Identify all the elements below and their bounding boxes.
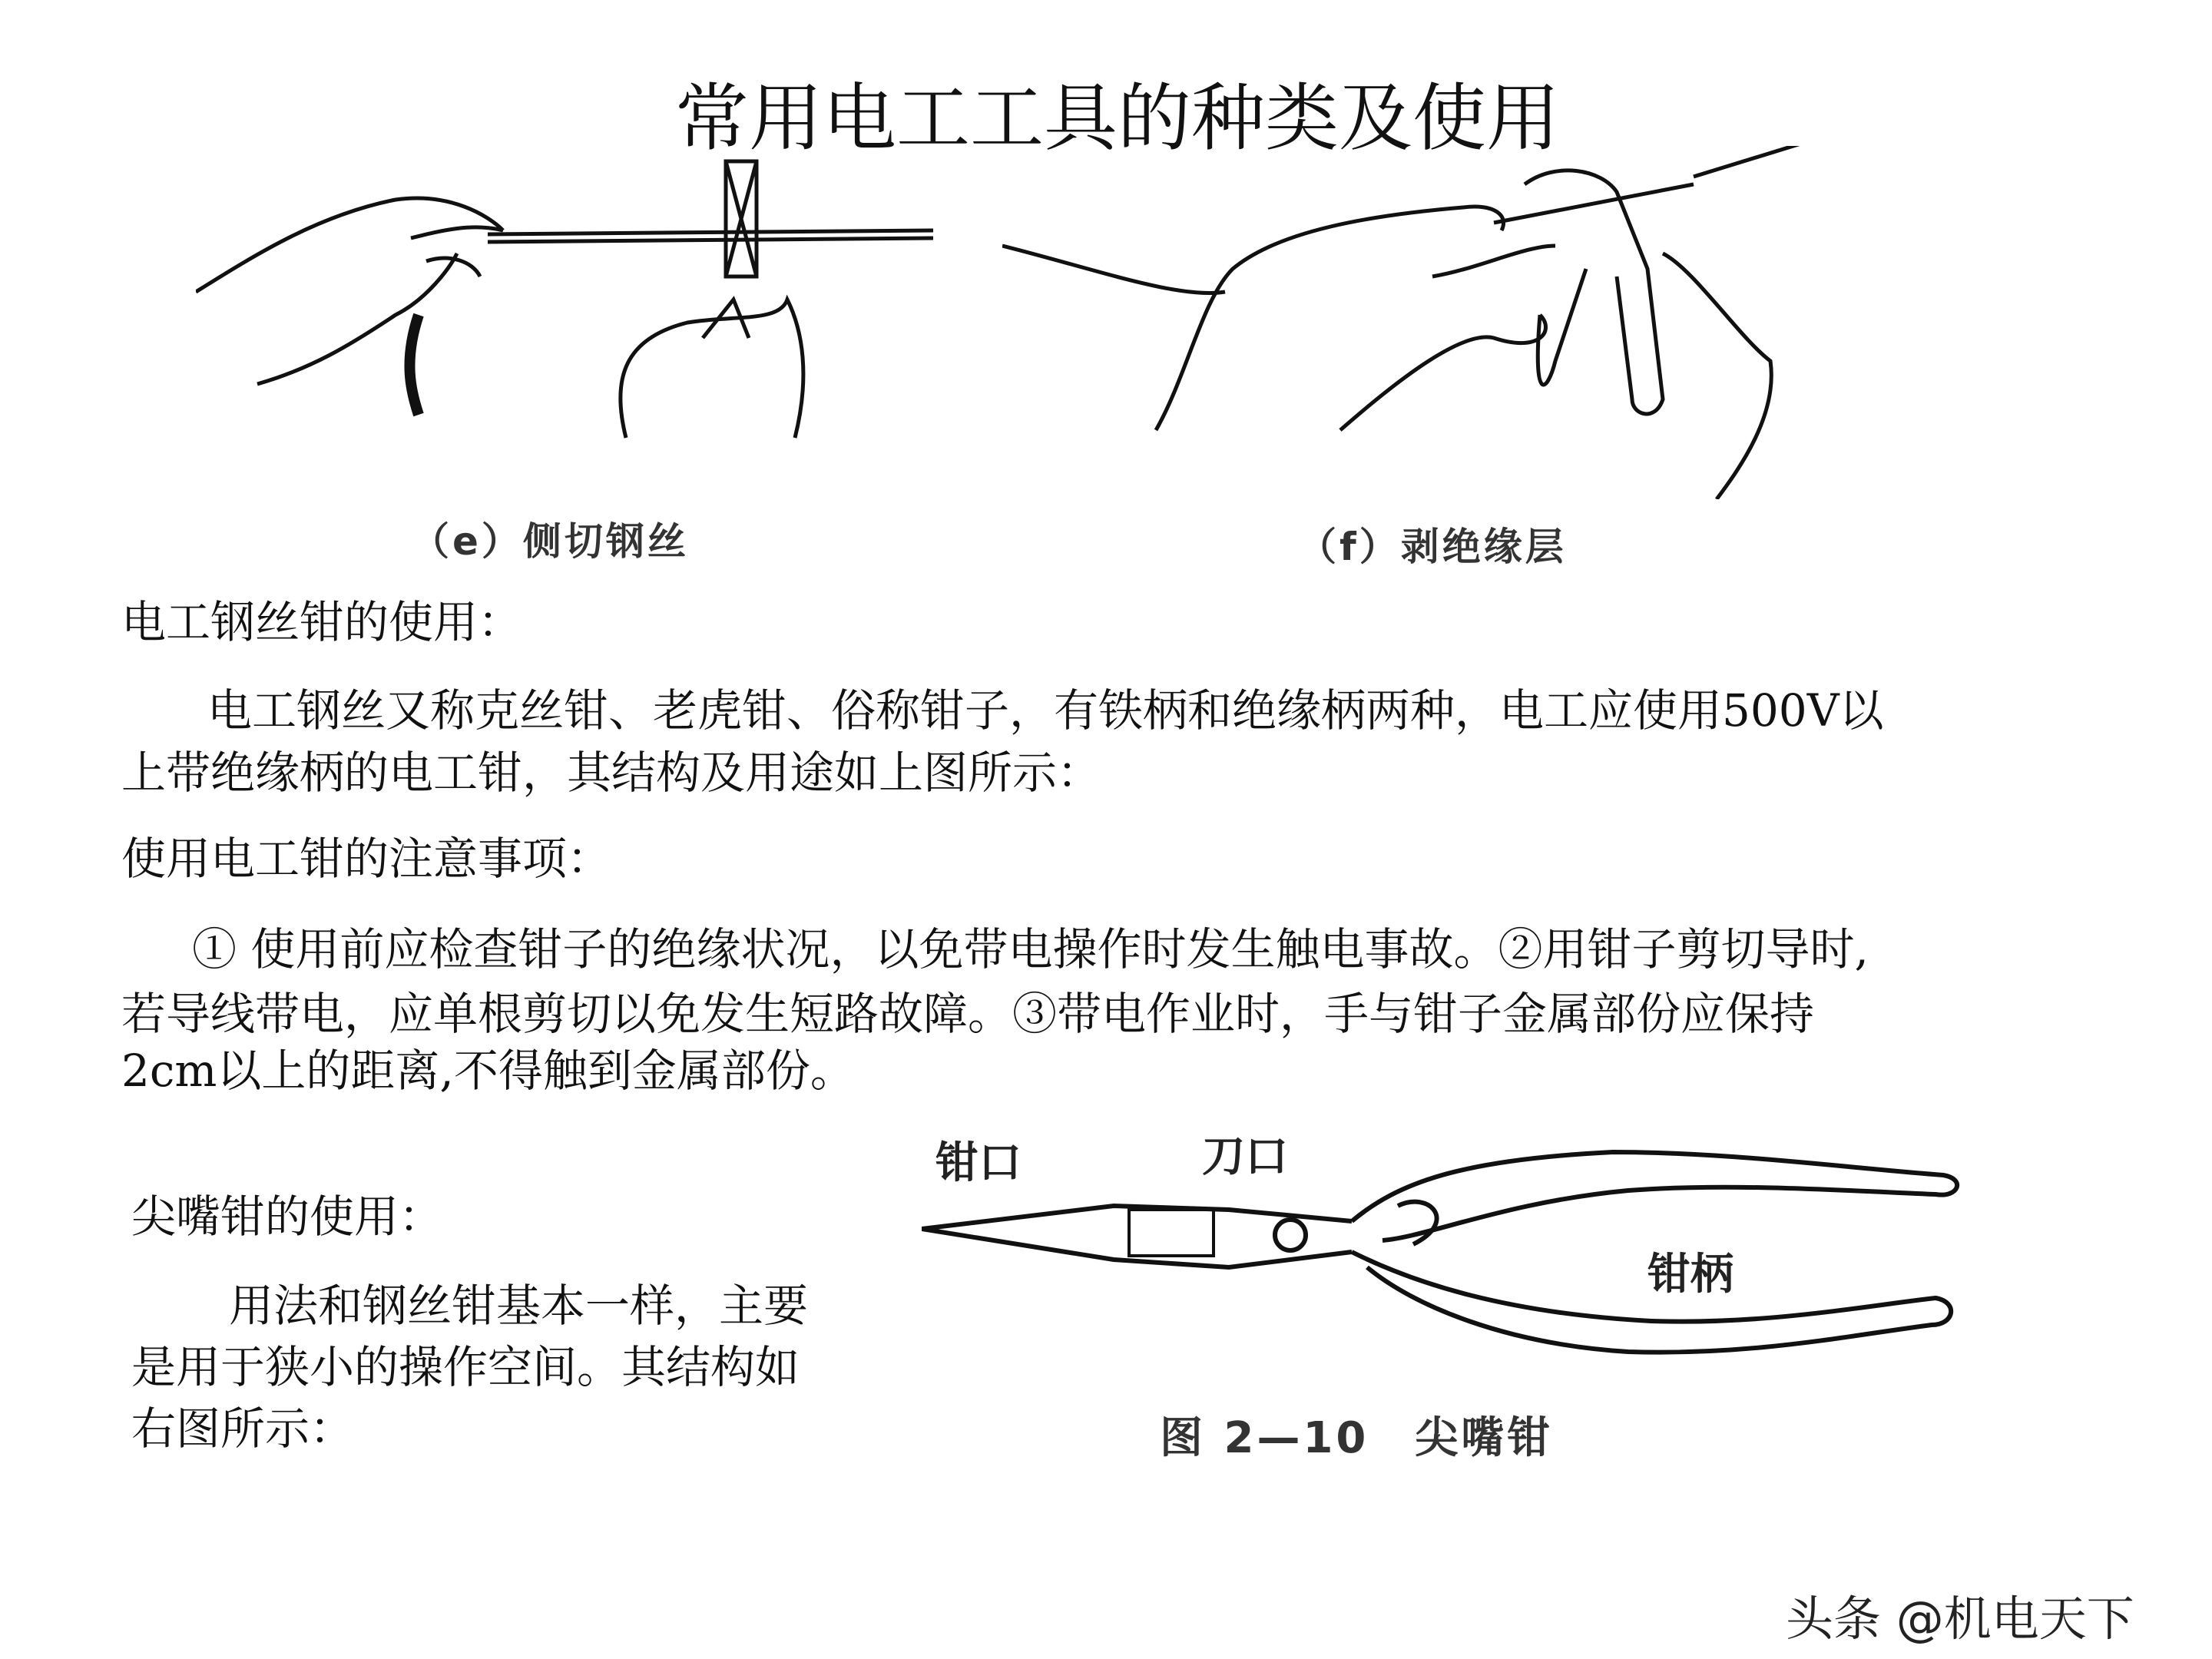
label-jaw: 钳口 [935, 1138, 1022, 1188]
illustration-strip-insulation [1002, 146, 1909, 499]
paragraph-line: 若导线带电，应单根剪切以免发生短路故障。③带电作业时，手与钳子金属部份应保持 [121, 988, 1815, 1040]
illustration-needle-nose-pliers [922, 1137, 1997, 1367]
section-heading-needle-nose-pliers: 尖嘴钳的使用： [131, 1190, 444, 1243]
section-heading-precautions: 使用电工钳的注意事项： [121, 833, 612, 885]
paragraph-line: 是用于狭小的操作空间。其结构如 [131, 1341, 800, 1393]
label-blade: 刀口 [1202, 1132, 1288, 1182]
paragraph-line: 电工钢丝又称克丝钳、老虎钳、俗称钳子，有铁柄和绝缘柄两种，电工应使用500V以 [207, 684, 1884, 737]
paragraph-line: 上带绝缘柄的电工钳，其结构及用途如上图所示： [121, 747, 1102, 799]
page-title: 常用电工工具的种类及使用 [675, 75, 1560, 161]
figure-pliers-caption: 图 2—10 尖嘴钳 [1160, 1413, 1554, 1463]
paragraph-line: 2cm以上的距离,不得触到金属部份。 [121, 1045, 855, 1097]
paragraph-line: 用法和钢丝钳基本一样，主要 [229, 1280, 809, 1332]
figure-e-caption: （e）侧切钢丝 [411, 519, 689, 564]
paragraph-line: ① 使用前应检查钳子的绝缘状况，以免带电操作时发生触电事故。②用钳子剪切导时, [192, 923, 1869, 975]
watermark: 头条 @机电天下 [1786, 1591, 2134, 1647]
label-handle: 钳柄 [1647, 1250, 1734, 1300]
paragraph-line: 右图所示： [131, 1402, 355, 1455]
figure-f-caption: （f）剥绝缘层 [1298, 525, 1567, 569]
section-heading-wire-pliers: 电工钢丝钳的使用： [121, 596, 523, 648]
illustration-side-cut-wire [196, 146, 941, 453]
